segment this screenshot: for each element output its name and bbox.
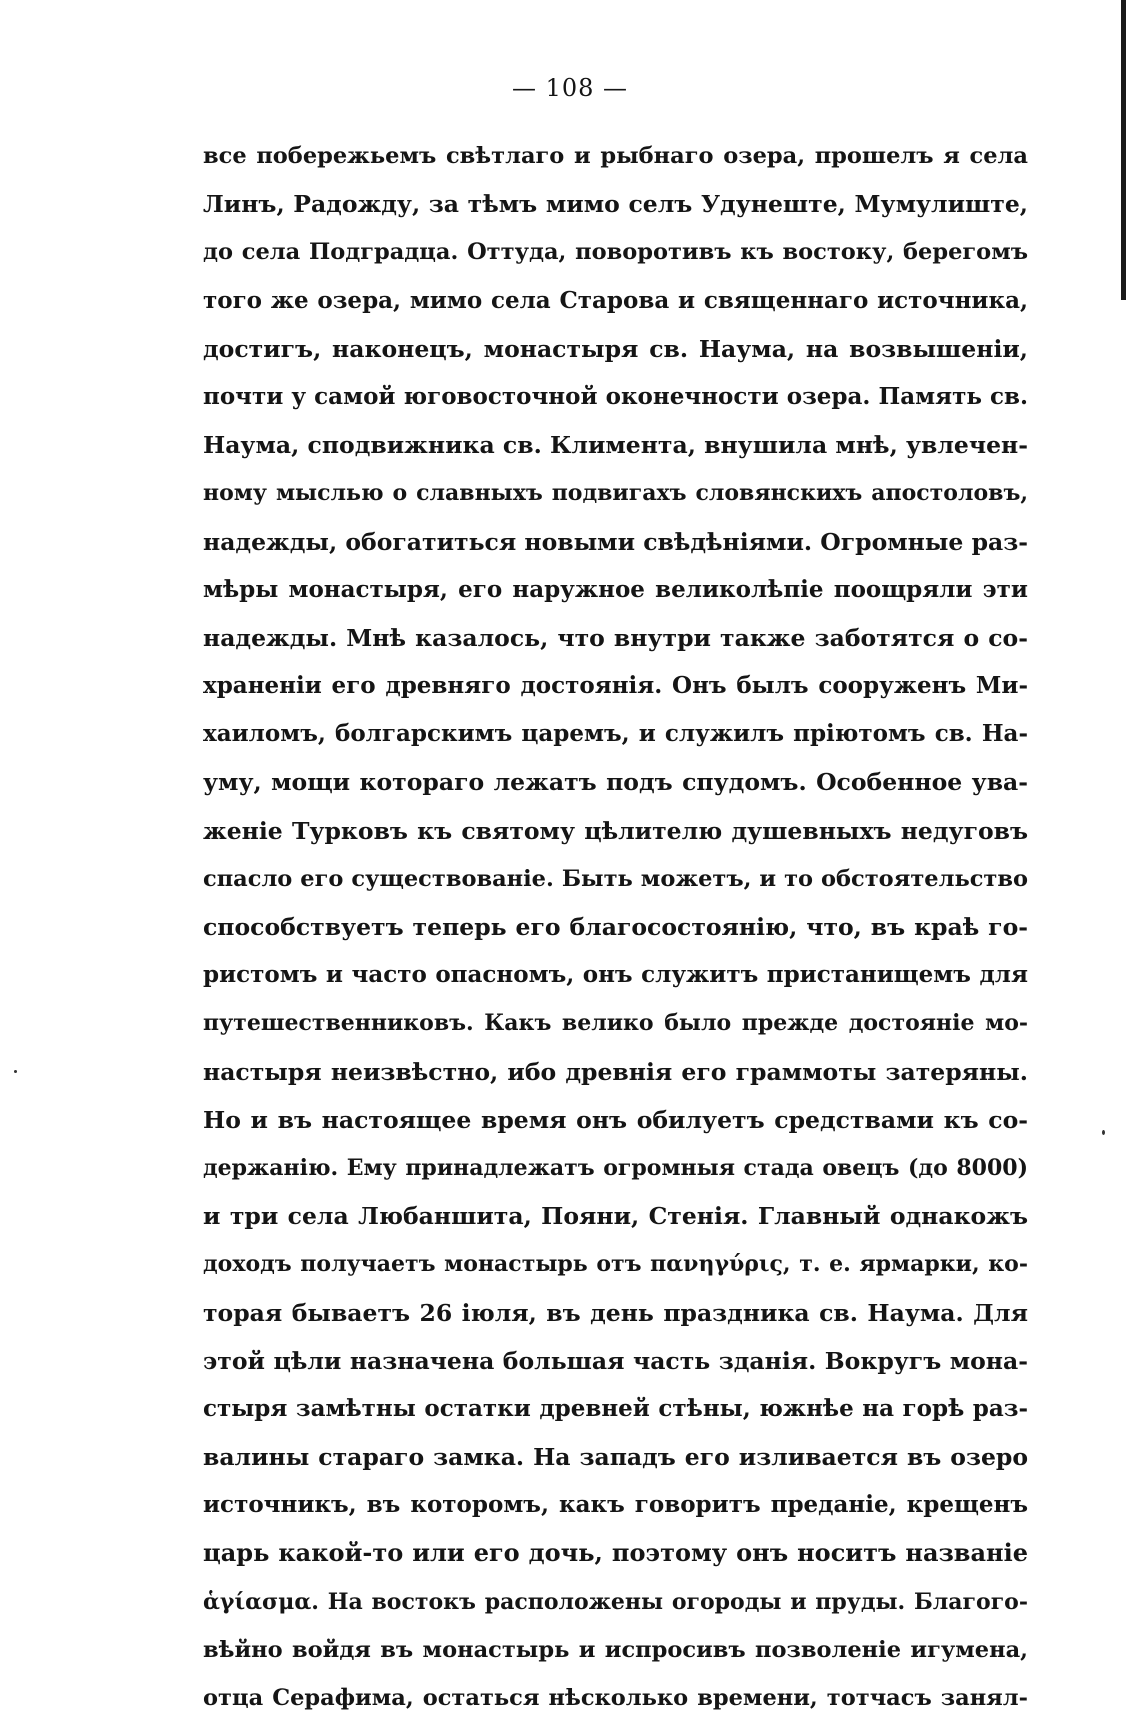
scan-edge-line xyxy=(1121,0,1126,300)
text-line: достигъ, наконецъ, монастыря св. Наума, на возвышеніи, xyxy=(203,334,1028,363)
text-line: торая бываетъ 26 іюля, въ день праздника св. Наума. Для xyxy=(203,1298,1028,1327)
text-line: хаиломъ, болгарскимъ царемъ, и служилъ пріютомъ св. На- xyxy=(203,720,1028,748)
text-line: мѣры монастыря, его наружное великолѣпіе поощряли эти xyxy=(203,575,1028,603)
text-line: и три села Любаншита, Пояни, Стенія. Главный однакожъ xyxy=(203,1202,1028,1231)
text-line: ἁγίασμα. На востокъ расположены огороды и пруды. Благого- xyxy=(203,1588,1028,1615)
text-line: уму, мощи котораго лежатъ подъ спудомъ. Особенное ува- xyxy=(203,768,1028,797)
text-line: ристомъ и часто опасномъ, онъ служитъ пристанищемъ для xyxy=(203,961,1028,989)
text-line: настыря неизвѣстно, ибо древнія его граммоты затеряны. xyxy=(203,1057,1028,1086)
text-line: храненіи его древняго достоянія. Онъ былъ сооруженъ Ми- xyxy=(203,672,1028,700)
text-line: источникъ, въ которомъ, какъ говоритъ преданіе, крещенъ xyxy=(203,1491,1028,1519)
text-line: все побережьемъ свѣтлаго и рыбнаго озера, прошелъ я села xyxy=(203,143,1028,169)
text-line: держанію. Ему принадлежатъ огромныя стада овецъ (до 8000) xyxy=(203,1154,1028,1181)
text-line: до села Подградца. Оттуда, поворотивъ къ востоку, берегомъ xyxy=(203,239,1028,266)
text-line: женіе Турковъ къ святому цѣлителю душевныхъ недуговъ xyxy=(203,816,1028,845)
text-line: ному мыслью о славныхъ подвигахъ словянскихъ апостоловъ, xyxy=(203,480,1028,507)
text-line: вѣйно войдя въ монастырь и испросивъ позволеніе игумена, xyxy=(203,1636,1028,1663)
text-line: этой цѣли назначена большая часть зданія. Вокругъ мона- xyxy=(203,1346,1028,1375)
text-line: Наума, сподвижника св. Климента, внушила мнѣ, увлечен- xyxy=(203,431,1028,460)
text-line: отца Серафима, остаться нѣсколько времени, тотчасъ занял- xyxy=(203,1685,1028,1711)
text-line: доходъ получаетъ монастырь отъ πανηγύρις, т. е. ярмарки, ко- xyxy=(203,1251,1028,1278)
text-line: Линъ, Радожду, за тѣмъ мимо селъ Удунеште, Мумулиште, xyxy=(203,190,1028,219)
text-line: спасло его существованіе. Быть можетъ, и то обстоятельство xyxy=(203,865,1028,892)
scan-speck xyxy=(1102,1130,1105,1135)
body-text xyxy=(203,132,1028,1722)
text-line: валины стараго замка. На западъ его изливается въ озеро xyxy=(203,1443,1028,1472)
text-line: способствуетъ теперь его благосостоянію, что, въ краѣ го- xyxy=(203,913,1028,941)
text-line: надежды. Мнѣ казалось, что внутри также заботятся о со- xyxy=(203,623,1028,652)
text-line: стыря замѣтны остатки древней стѣны, южнѣе на горѣ раз- xyxy=(203,1394,1028,1422)
text-line: путешественниковъ. Какъ велико было прежде достояніе мо- xyxy=(203,1010,1028,1037)
page-number: — 108 — xyxy=(511,74,629,102)
scan-speck xyxy=(14,1070,17,1073)
text-line: того же озера, мимо села Старова и священнаго источника, xyxy=(203,286,1028,314)
text-line: надежды, обогатиться новыми свѣдѣніями. Огромные раз- xyxy=(203,527,1028,556)
text-line: почти у самой юговосточной оконечности озера. Память св. xyxy=(203,382,1028,410)
text-line: царь какой-то или его дочь, поэтому онъ носитъ названіе xyxy=(203,1538,1028,1568)
text-line: Но и въ настоящее время онъ обилуетъ средствами къ со- xyxy=(203,1105,1028,1134)
